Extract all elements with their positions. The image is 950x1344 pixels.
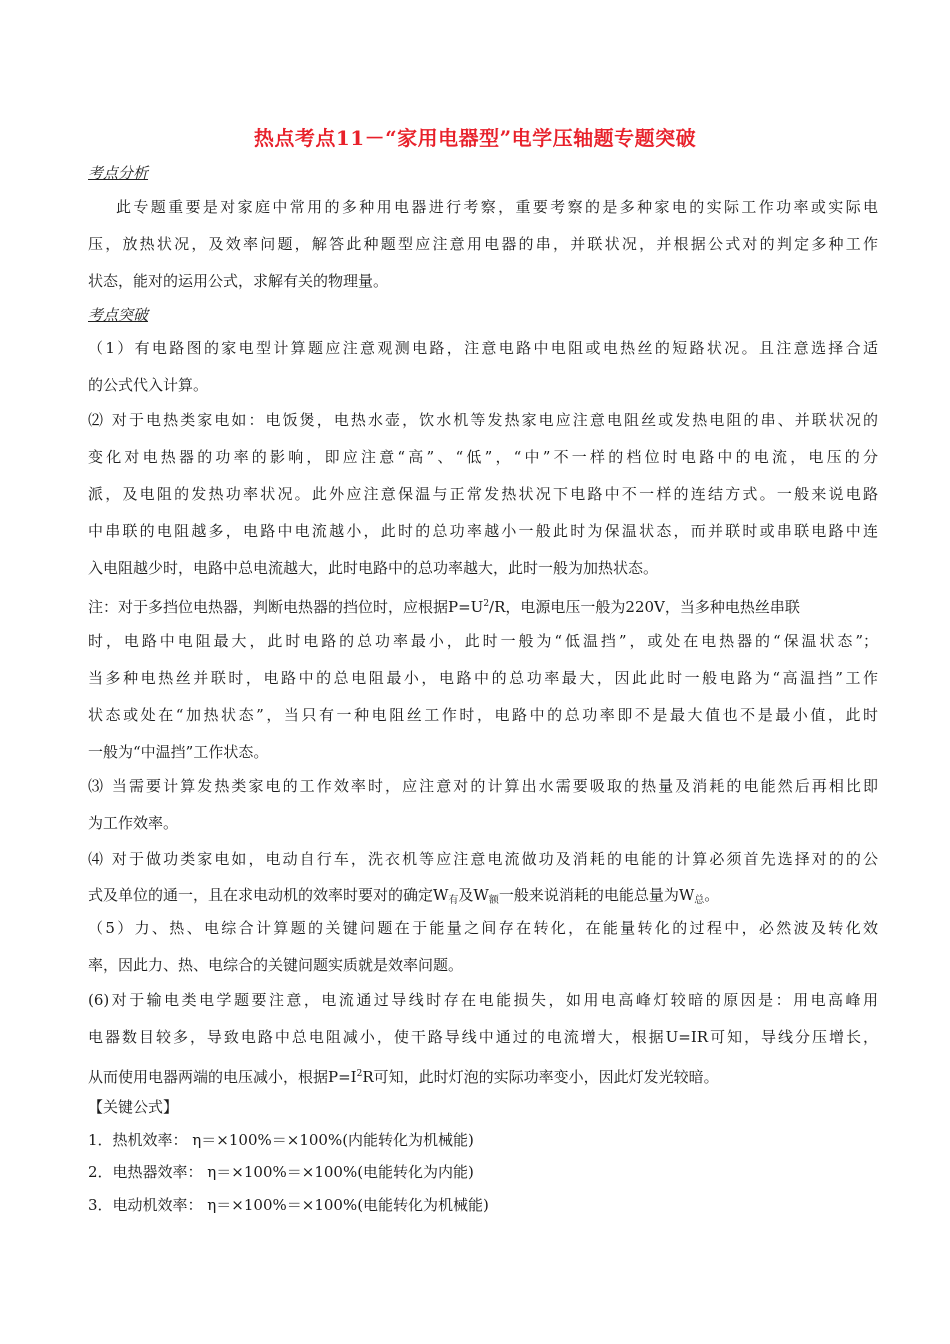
note-line: 注：对于多挡位电热器，判断电热器的挡位时，应根据$P=U^2/R$，电源电压一般为220V，当多种电热丝串联	[88, 598, 800, 616]
formula-item: 2．电热器效率： η＝×100%＝×100%(电能转化为内能)	[88, 1163, 474, 1181]
breakthrough-p2-line: 派，及电阻的发热功率状况。此外应注意保温与正常发热状况下电路中不一样的连结方式。一般来说电路	[88, 485, 878, 503]
breakthrough-p4-line: ⑷ 对于做功类家电如，电动自行车，洗衣机等应注意电流做功及消耗的电能的计算必须首先选择对的的公	[88, 850, 878, 868]
analysis-line: 此专题重要是对家庭中常用的多种用电器进行考察，重要考察的是多种家电的实际工作功率或实际电	[116, 198, 878, 216]
document-title: 热点考点11－“家用电器型”电学压轴题专题突破	[253, 126, 697, 150]
formula-item: 3．电动机效率： η＝×100%＝×100%(电能转化为机械能)	[88, 1196, 489, 1214]
note-line: 一般为“中温挡”工作状态。	[88, 743, 269, 761]
note-line: 时，电路中电阻最大，此时电路的总功率最小，此时一般为“低温挡”，或处在电热器的“保温状态”；	[88, 632, 878, 650]
breakthrough-p5-line: （5）力、热、电综合计算题的关键问题在于能量之间存在转化，在能量转化的过程中，必然波及转化效	[88, 919, 878, 937]
breakthrough-p2-line: 变化对电热器的功率的影响，即应注意“高”、“低”，“中”不一样的档位时电路中的电流，电压的分	[88, 448, 878, 466]
breakthrough-p1-line: （1）有电路图的家电型计算题应注意观测电路，注意电路中电阻或电热丝的短路状况。且注意选择合适	[88, 339, 878, 357]
section-heading-analysis: 考点分析	[88, 164, 149, 182]
breakthrough-p6-line: (6)对于输电类电学题要注意，电流通过导线时存在电能损失，如用电高峰灯较暗的原因是：用电高峰用	[88, 991, 878, 1009]
section-heading-breakthrough: 考点突破	[88, 306, 149, 324]
breakthrough-p1-line: 的公式代入计算。	[88, 376, 209, 394]
note-line: 状态或处在“加热状态”，当只有一种电阻丝工作时，电路中的总功率即不是最大值也不是最小值，此时	[88, 706, 878, 724]
breakthrough-p6-line: 电器数目较多，导致电路中总电阻减小，使干路导线中通过的电流增大，根据U=IR可知，导线分压增长，	[88, 1028, 878, 1046]
formula-item: 1．热机效率： η＝×100%＝×100%(内能转化为机械能)	[88, 1131, 474, 1149]
note-line: 当多种电热丝并联时，电路中的总电阻最小，电路中的总功率最大，因此此时一般电路为“高温挡”工作	[88, 669, 878, 687]
breakthrough-p3-line: ⑶ 当需要计算发热类家电的工作效率时，应注意对的计算出水需要吸取的热量及消耗的电能然后再相比即	[88, 777, 878, 795]
key-formulas-heading: 【关键公式】	[88, 1098, 179, 1116]
breakthrough-p4-line: 式及单位的通一，且在求电动机的效率时要对的确定$W_有$及$W_额$一般来说消耗的电能总量为$W_总$。	[88, 886, 720, 906]
breakthrough-p2-line: 入电阻越少时，电路中总电流越大，此时电路中的总功率越大，此时一般为加热状态。	[88, 559, 659, 577]
breakthrough-p6-line: 从而使用电器两端的电压减小，根据$P=I^2R$可知，此时灯泡的实际功率变小，因此灯发光较暗。	[88, 1068, 719, 1086]
analysis-line: 压，放热状况，及效率问题，解答此种题型应注意用电器的串，并联状况，并根据公式对的判定多种工作	[88, 235, 878, 253]
analysis-line: 状态，能对的运用公式，求解有关的物理量。	[88, 272, 389, 290]
breakthrough-p2-line: ⑵ 对于电热类家电如：电饭煲，电热水壶，饮水机等发热家电应注意电阻丝或发热电阻的串、并联状况的	[88, 411, 878, 429]
breakthrough-p5-line: 率，因此力、热、电综合的关键问题实质就是效率问题。	[88, 956, 464, 974]
breakthrough-p3-line: 为工作效率。	[88, 814, 179, 832]
breakthrough-p2-line: 中串联的电阻越多，电路中电流越小，此时的总功率越小一般此时为保温状态，而并联时或串联电路中连	[88, 522, 878, 540]
